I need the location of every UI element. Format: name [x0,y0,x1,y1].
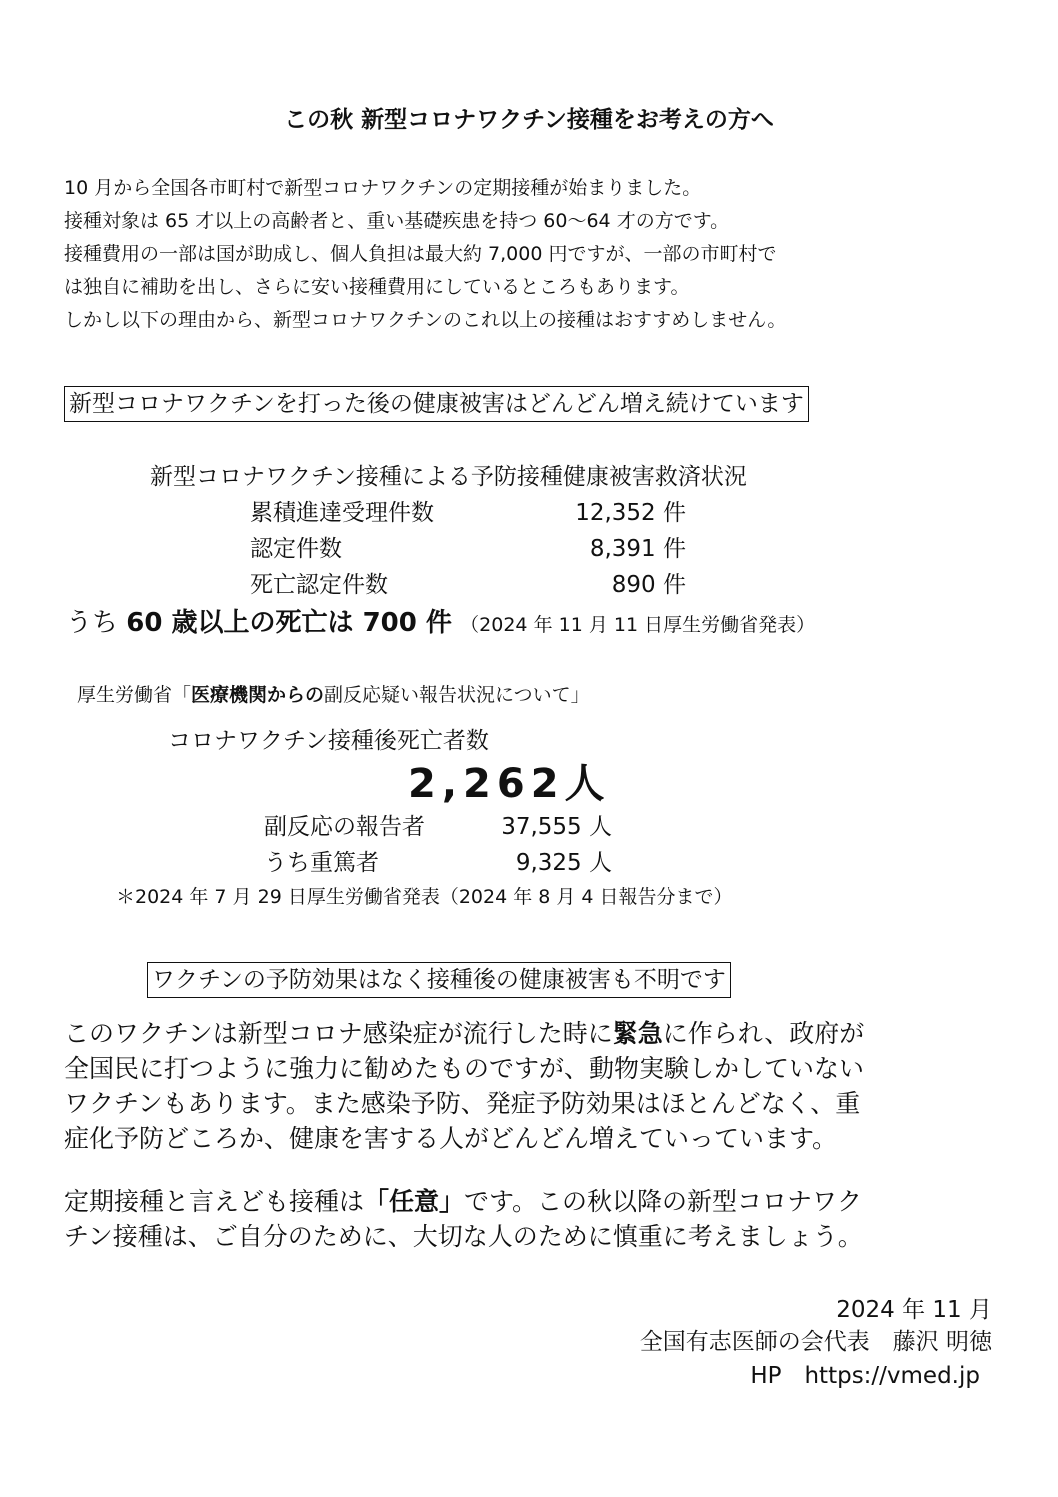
para-text: このワクチンは新型コロナ感染症が流行した時に [64,1019,613,1048]
relief-row-death-certified [250,566,686,598]
intro-line: 10 月から全国各市町村で新型コロナワクチンの定期接種が始まりました。 [64,177,702,199]
death60-count: 60 歳以上の死亡は 700 件 [126,608,452,638]
intro-line: しかし以下の理由から、新型コロナワクチンのこれ以上の接種はおすすめしません。 [64,309,787,331]
intro-line: 接種費用の一部は国が助成し、個人負担は最大約 7,000 円ですが、一部の市町村で [64,243,777,265]
mhlw-bold: 医療機関からの [191,684,325,706]
mhlw-source-note: ＊2024 年 7 月 29 日厚生労働省発表（2024 年 8 月 4 日報告分まで） [116,886,733,908]
para-line: 全国民に打つように強力に勧めたものですが、動物実験しかしていない [64,1054,865,1083]
para-line: ワクチンもあります。また感染予防、発症予防効果はほとんどなく、重 [64,1089,861,1118]
death60-prefix: うち [66,608,119,638]
voluntary-paragraph [64,1184,863,1254]
row-value: 8,391 件 [589,536,686,562]
intro-line: は独自に補助を出し、さらに安い接種費用にしているところもあります。 [64,276,690,298]
death60-source-note: （2024 年 11 月 11 日厚生労働省発表） [460,614,816,636]
para-line: チン接種は、ご自分のために、大切な人のために慎重に考えましょう。 [64,1222,863,1251]
para-emphasis: 緊急 [612,1019,663,1048]
para-line: 症化予防どころか、健康を害する人がどんどん増えていっています。 [64,1124,838,1153]
row-label: 死亡認定件数 [250,572,388,598]
row-label: 副反応の報告者 [264,814,425,840]
para-emphasis: 「任意」 [364,1187,465,1216]
section-heading-no-effect: ワクチンの予防効果はなく接種後の健康被害も不明です [147,962,731,998]
post-vaccination-deaths-title: コロナワクチン接種後死亡者数 [168,728,489,754]
relief-status-title: 新型コロナワクチン接種による予防接種健康被害救済状況 [150,464,747,490]
relief-row-accepted [250,494,686,526]
page-title: この秋 新型コロナワクチン接種をお考えの方へ [284,107,774,133]
relief-row-certified [250,530,686,562]
row-value: 37,555 人 [501,814,612,840]
vaccine-explanation-paragraph [64,1016,864,1156]
row-label: うち重篤者 [264,850,379,876]
row-label: 累積進達受理件数 [250,500,434,526]
mhlw-prefix: 厚生労働省「 [77,684,192,706]
row-value: 890 件 [611,572,686,598]
section-heading-health-damage: 新型コロナワクチンを打った後の健康被害はどんどん増え続けています [64,386,809,422]
intro-paragraph [64,172,786,337]
para-text: です。この秋以降の新型コロナワク [464,1187,863,1216]
signature-org: 全国有志医師の会代表 藤沢 明徳 [639,1329,992,1355]
para-text: 定期接種と言えども接種は [64,1187,365,1216]
mhlw-suffix: 副反応疑い報告状況について」 [324,684,590,706]
serious-cases-row [264,844,612,878]
intro-line: 接種対象は 65 才以上の高齢者と、重い基礎疾患を持つ 60～64 才の方です。 [64,210,730,232]
para-line [64,1016,864,1051]
side-effect-reporters-row [264,808,612,842]
death-count-big: 2,262人 [408,761,611,807]
row-value: 12,352 件 [575,500,686,526]
death-over-60-line [66,602,815,639]
row-label: 認定件数 [250,536,342,562]
para-line [64,1184,863,1219]
signature-hp: HP https://vmed.jp [750,1363,980,1389]
row-value: 9,325 人 [515,850,612,876]
para-text: に作られ、政府が [662,1019,865,1048]
mhlw-report-title [77,680,590,707]
signature-date: 2024 年 11 月 [836,1297,992,1323]
